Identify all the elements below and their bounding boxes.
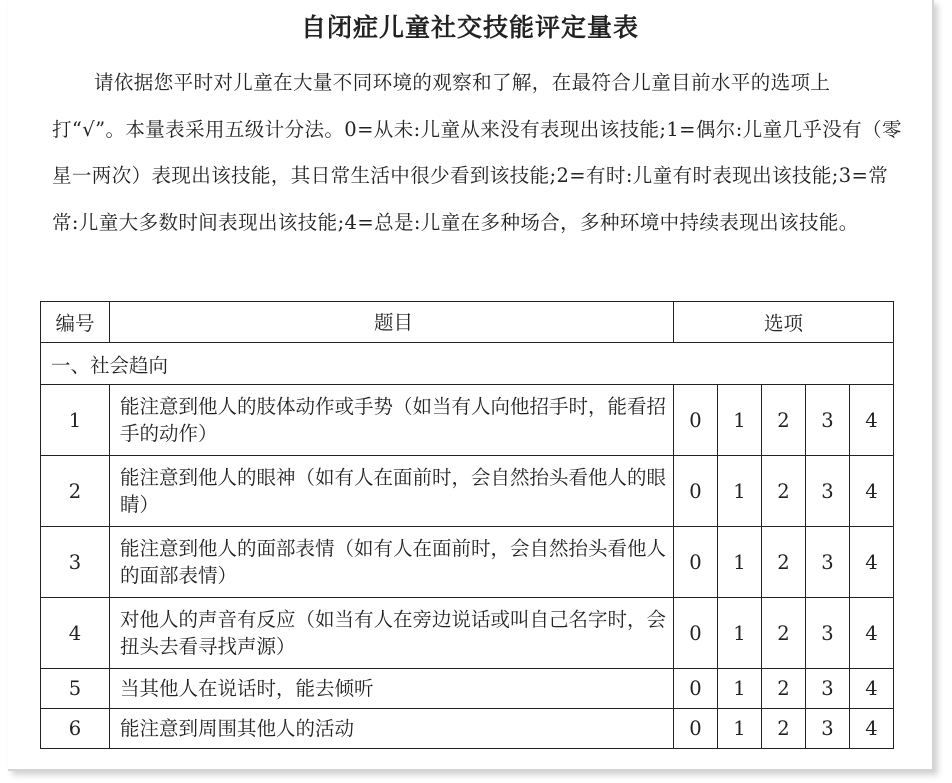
- option-cell-3[interactable]: 3: [806, 598, 850, 669]
- option-cell-1[interactable]: 1: [718, 598, 762, 669]
- rating-table: [40, 301, 894, 749]
- option-cell-1[interactable]: 1: [718, 669, 762, 709]
- table-row: [41, 598, 894, 669]
- table-row: [41, 669, 894, 709]
- option-cell-4[interactable]: 4: [850, 527, 894, 598]
- option-cell-4[interactable]: 4: [850, 709, 894, 749]
- item-text: 当其他人在说话时，能去倾听: [110, 669, 674, 709]
- option-cell-3[interactable]: 3: [806, 456, 850, 527]
- table-row: [41, 385, 894, 456]
- document-title: 自闭症儿童社交技能评定量表: [300, 13, 639, 42]
- option-cell-4[interactable]: 4: [850, 456, 894, 527]
- header-item: 题目: [110, 302, 674, 343]
- option-cell-1[interactable]: 1: [718, 527, 762, 598]
- option-cell-0[interactable]: 0: [674, 709, 718, 749]
- option-cell-3[interactable]: 3: [806, 385, 850, 456]
- option-cell-0[interactable]: 0: [674, 527, 718, 598]
- option-cell-2[interactable]: 2: [762, 669, 806, 709]
- header-number: 编号: [41, 302, 110, 343]
- item-text: 对他人的声音有反应（如当有人在旁边说话或叫自己名字时，会扭头去看寻找声源）: [110, 598, 674, 669]
- instructions-paragraph: [52, 60, 902, 246]
- table-row: [41, 527, 894, 598]
- table-row: [41, 456, 894, 527]
- item-number: 1: [41, 385, 110, 456]
- table-row: [41, 709, 894, 749]
- item-text: 能注意到他人的眼神（如有人在面前时，会自然抬头看他人的眼睛）: [110, 456, 674, 527]
- option-cell-2[interactable]: 2: [762, 598, 806, 669]
- option-cell-3[interactable]: 3: [806, 669, 850, 709]
- option-cell-3[interactable]: 3: [806, 527, 850, 598]
- option-cell-1[interactable]: 1: [718, 709, 762, 749]
- item-number: 4: [41, 598, 110, 669]
- option-cell-4[interactable]: 4: [850, 598, 894, 669]
- table-body: [41, 385, 894, 749]
- option-cell-4[interactable]: 4: [850, 385, 894, 456]
- option-cell-0[interactable]: 0: [674, 385, 718, 456]
- header-options: 选项: [674, 302, 894, 343]
- option-cell-1[interactable]: 1: [718, 456, 762, 527]
- option-cell-4[interactable]: 4: [850, 669, 894, 709]
- option-cell-2[interactable]: 2: [762, 385, 806, 456]
- item-number: 6: [41, 709, 110, 749]
- item-text: 能注意到他人的面部表情（如有人在面前时，会自然抬头看他人的面部表情）: [110, 527, 674, 598]
- section-row: [41, 343, 894, 385]
- option-cell-0[interactable]: 0: [674, 456, 718, 527]
- option-cell-2[interactable]: 2: [762, 709, 806, 749]
- item-text: 能注意到他人的肢体动作或手势（如当有人向他招手时，能看招手的动作）: [110, 385, 674, 456]
- option-cell-2[interactable]: 2: [762, 527, 806, 598]
- item-text: 能注意到周围其他人的活动: [110, 709, 674, 749]
- item-number: 5: [41, 669, 110, 709]
- document-page: [8, 0, 934, 771]
- option-cell-2[interactable]: 2: [762, 456, 806, 527]
- option-cell-1[interactable]: 1: [718, 385, 762, 456]
- item-number: 2: [41, 456, 110, 527]
- item-number: 3: [41, 527, 110, 598]
- option-cell-0[interactable]: 0: [674, 598, 718, 669]
- instructions-text: 请依据您平时对儿童在大量不同环境的观察和了解，在最符合儿童目前水平的选项上打“√”。本量表采用五级计分法。0=从未:儿童从来没有表现出该技能;1=偶尔:儿童几乎没有（零星一两次）表现出该技能，其日常生活中很少看到该技能;2=有时:儿童有时表现出该技能;3=常常:儿童大多数时间表现出该技能;4=总是:儿童在多种场合，多种环境中持续表现出该技能。: [52, 71, 902, 234]
- section-title: 一、社会趋向: [41, 343, 894, 385]
- option-cell-0[interactable]: 0: [674, 669, 718, 709]
- table-header-row: [41, 302, 894, 343]
- option-cell-3[interactable]: 3: [806, 709, 850, 749]
